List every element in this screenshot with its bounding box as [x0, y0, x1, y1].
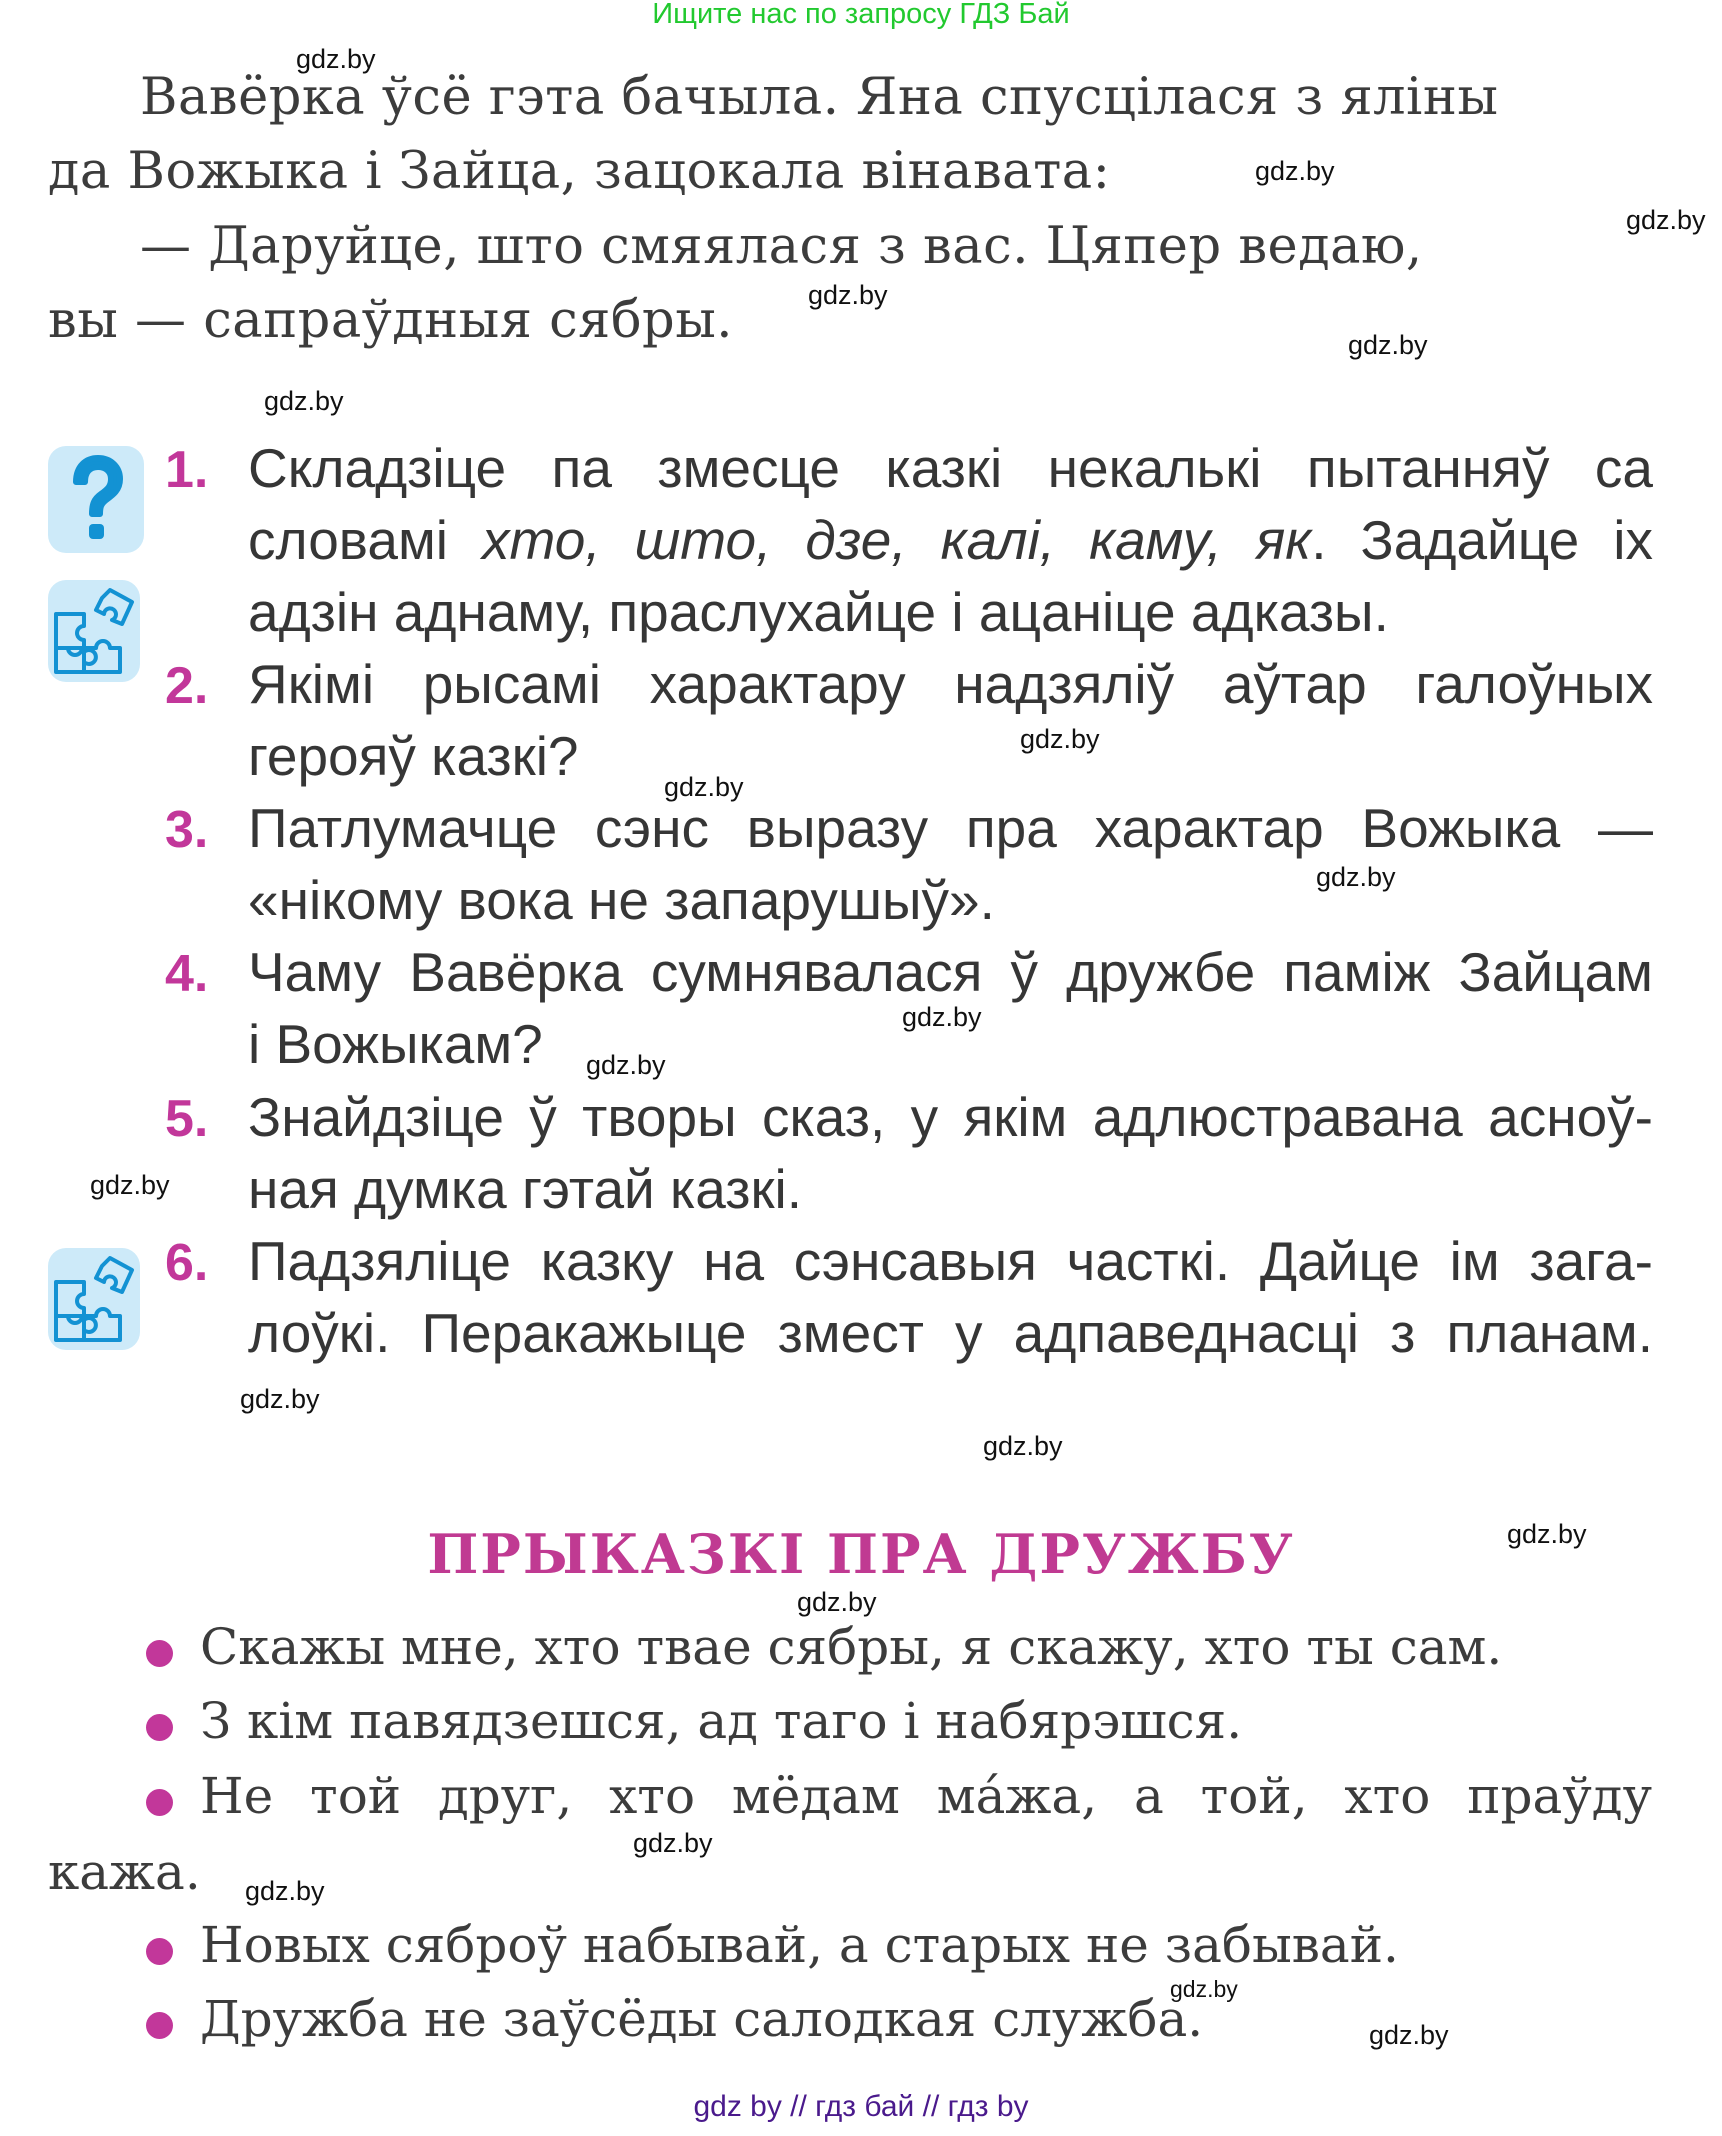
story-line-3: — Даруйце, што смяялася з вас. Цяпер ведаю,	[140, 217, 1423, 276]
watermark: gdz.by	[296, 44, 376, 74]
puzzle-icon-box-task-6	[48, 1248, 140, 1350]
watermark: gdz.by	[586, 1050, 666, 1080]
bullet-dot-icon	[146, 1640, 173, 1667]
task-number-5: 5.	[165, 1090, 209, 1148]
watermark: gdz.by	[1369, 2020, 1449, 2050]
task-6-line-2: лоўкі. Перакажыце змест у адпаведнасці з планам.	[248, 1302, 1653, 1364]
task-4-line-1: Чаму Вавёрка сумнявалася ў дружбе паміж Зайцам	[248, 941, 1653, 1003]
watermark: gdz.by	[1626, 205, 1706, 235]
task-1-line-2	[248, 508, 1653, 572]
proverb-4: Новых сяброў набывай, а старых не забывай.	[200, 1916, 1399, 1974]
task-3-line-1: Патлумачце сэнс выразу пра характар Вожыка —	[248, 797, 1653, 859]
watermark: gdz.by	[902, 1002, 982, 1032]
task-number-1: 1.	[165, 441, 209, 499]
proverb-1: Скажы мне, хто твае сябры, я скажу, хто ты сам.	[200, 1618, 1503, 1676]
watermark: gdz.by	[1170, 1976, 1238, 2002]
story-line-2: да Вожыка і Зайца, зацокала вінавата:	[48, 142, 1111, 201]
story-line-4: вы — сапраўдныя сябры.	[48, 291, 734, 350]
search-hint-banner[interactable]: Ищите нас по запросу ГДЗ Бай	[652, 0, 1070, 30]
task-number-4: 4.	[165, 945, 209, 1003]
puzzle-icon-box	[48, 580, 140, 682]
bullet-dot-icon	[146, 2012, 173, 2039]
puzzle-pieces-icon	[48, 580, 140, 682]
task-3-line-2: «нікому вока не запарушыў».	[248, 869, 995, 931]
proverb-2: З кім павядзешся, ад таго і набярэшся.	[200, 1692, 1243, 1750]
task-1-line-3: адзін аднаму, праслухайце і ацаніце адказы.	[248, 581, 1389, 643]
task-1-question-words: хто, што, дзе, калі, каму, як	[482, 509, 1312, 571]
story-line-1: Вавёрка ўсё гэта бачыла. Яна спусцілася з яліны	[140, 68, 1499, 127]
task-5-line-1: Знайдзіце ў творы сказ, у якім адлюстравана асноў-	[248, 1086, 1653, 1148]
watermark: gdz.by	[1255, 156, 1335, 186]
watermark: gdz.by	[1348, 330, 1428, 360]
watermark: gdz.by	[1507, 1519, 1587, 1549]
task-4-line-2: і Вожыкам?	[248, 1013, 543, 1075]
task-number-3: 3.	[165, 801, 209, 859]
puzzle-pieces-icon	[48, 1248, 140, 1350]
proverbs-heading: ПРЫКАЗКІ ПРА ДРУЖБУ	[427, 1522, 1295, 1586]
watermark: gdz.by	[264, 386, 344, 416]
proverb-3-line-1: Не той друг, хто мёдам ма́жа, а той, хто праўду	[200, 1767, 1652, 1825]
watermark: gdz.by	[1020, 724, 1100, 754]
proverb-5: Дружба не заўсёды салодкая служба.	[200, 1990, 1204, 2048]
watermark: gdz.by	[1316, 862, 1396, 892]
task-6-line-1: Падзяліце казку на сэнсавыя часткі. Дайце ім зага-	[248, 1230, 1653, 1292]
watermark: gdz.by	[664, 772, 744, 802]
bullet-dot-icon	[146, 1938, 173, 1965]
bullet-dot-icon	[146, 1714, 173, 1741]
proverb-3-line-2: кажа.	[48, 1843, 201, 1901]
question-icon-box	[48, 446, 144, 553]
watermark: gdz.by	[808, 280, 888, 310]
watermark: gdz.by	[245, 1876, 325, 1906]
footer-links[interactable]: gdz by // гдз бай // гдз by	[693, 2090, 1029, 2123]
task-5-line-2: ная думка гэтай казкі.	[248, 1158, 803, 1220]
task-number-2: 2.	[165, 657, 209, 715]
task-1-text: словамі	[248, 509, 483, 571]
bullet-dot-icon	[146, 1789, 173, 1816]
watermark: gdz.by	[240, 1384, 320, 1414]
task-2-line-2: герояў казкі?	[248, 725, 579, 787]
watermark: gdz.by	[90, 1170, 170, 1200]
watermark: gdz.by	[983, 1431, 1063, 1461]
task-1-line-1: Складзіце па змесце казкі некалькі пытанняў са	[248, 437, 1653, 499]
task-1-text-end: . Задайце іх	[1311, 509, 1653, 571]
watermark: gdz.by	[797, 1587, 877, 1617]
task-2-line-1: Якімі рысамі характару надзяліў аўтар галоўных	[248, 653, 1653, 715]
question-mark-icon	[48, 446, 144, 553]
task-number-6: 6.	[165, 1234, 209, 1292]
watermark: gdz.by	[633, 1828, 713, 1858]
